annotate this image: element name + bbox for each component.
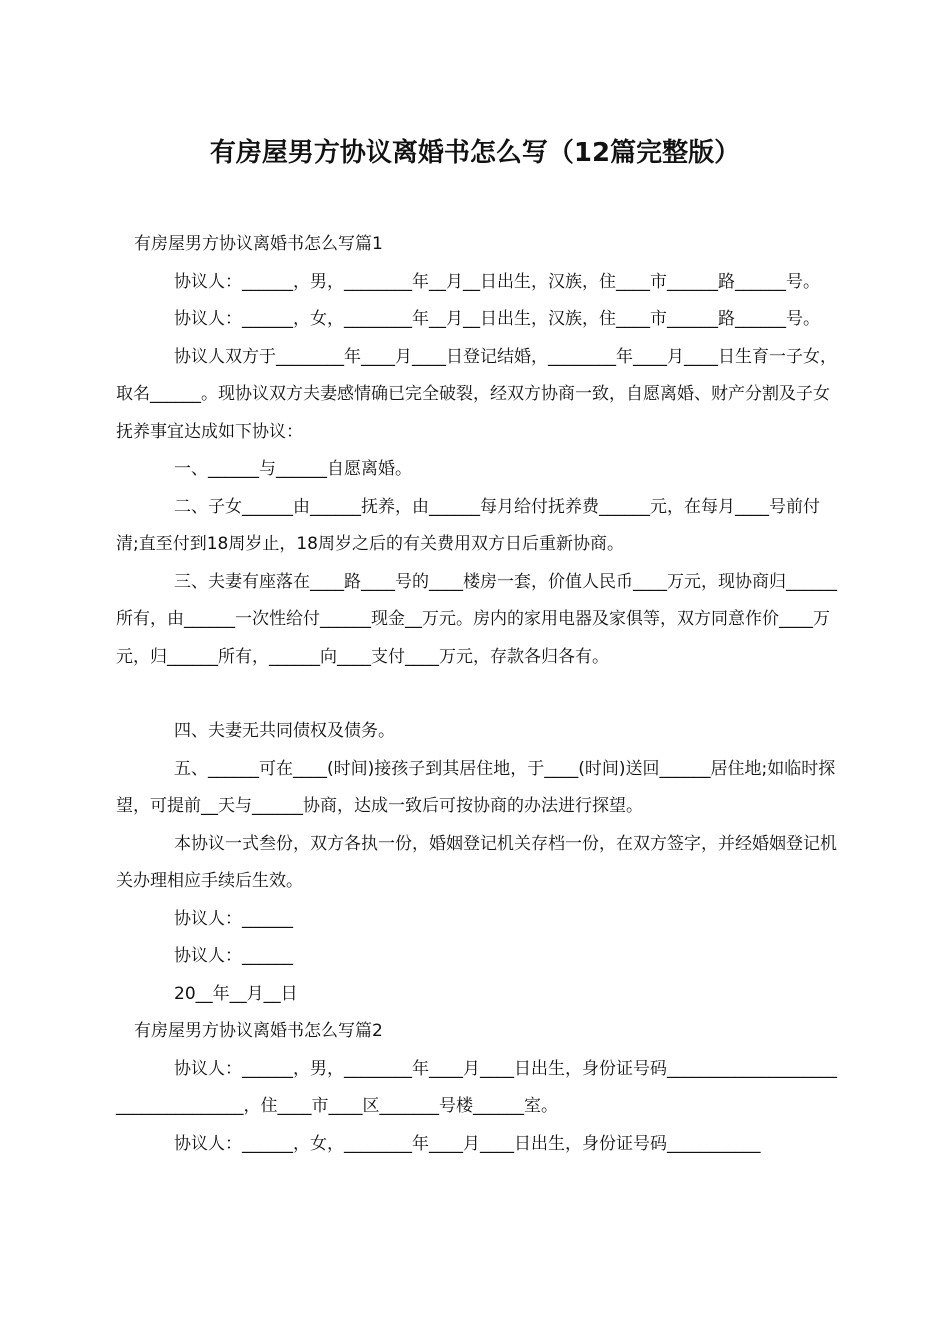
- paragraph-party-female: 协议人：______，女，________年__月__日出生，汉族，住____市______路______号。: [174, 309, 820, 329]
- paragraph-effectiveness: 本协议一式叁份，双方各执一份，婚姻登记机关存档一份，在双方签字，并经婚姻登记机关办理相应手续后生效。: [116, 833, 837, 891]
- clause-4: 四、夫妻无共同债权及债务。: [174, 721, 395, 741]
- signature-line-1: 协议人：______: [174, 908, 293, 929]
- document-body: [116, 226, 838, 1163]
- paragraph-marriage-info: 协议人双方于________年____月____日登记结婚，________年____月____日生育一子女，取名______。现协议双方夫妻感情确已完全破裂，经双方协商一致，自愿离婚、财产分割及子女抚养事宜达成如下协议：: [116, 346, 837, 442]
- document-title: 有房屋男方协议离婚书怎么写（12篇完整版）: [209, 138, 741, 168]
- section-heading-2: 有房屋男方协议离婚书怎么写篇2: [134, 1021, 383, 1041]
- paragraph-party-male: 协议人：______，男，________年__月__日出生，汉族，住____市______路______号。: [174, 271, 820, 292]
- paragraph-party-male-2: 协议人：______，男，________年____月____日出生，身份证号码___________________________________，住____市____区_______号楼______室。: [116, 1058, 837, 1116]
- section-heading-1: 有房屋男方协议离婚书怎么写篇1: [134, 234, 383, 254]
- clause-1: 一、______与______自愿离婚。: [174, 459, 412, 479]
- signature-line-2: 协议人：______: [174, 946, 293, 966]
- paragraph-party-female-2: 协议人：______，女，________年____月____日出生，身份证号码___________: [174, 1133, 761, 1154]
- clause-3: 三、夫妻有座落在____路____号的____楼房一套，价值人民币____万元，现协商归______所有，由______一次性给付______现金__万元。房内的家用电器及家俱等，双方同意作价____万元，归______所有，______向____支付____万元，存款各归各有。: [116, 571, 837, 667]
- clause-5: 五、______可在____(时间)接孩子到其居住地，于____(时间)送回______居住地;如临时探望，可提前__天与______协商，达成一致后可按协商的办法进行探望。: [116, 758, 836, 816]
- date-line: 20__年__月__日: [174, 983, 298, 1004]
- clause-2: 二、子女______由______抚养，由______每月给付抚养费______元，在每月____号前付清;直至付到18周岁止，18周岁之后的有关费用双方日后重新协商。: [116, 496, 820, 554]
